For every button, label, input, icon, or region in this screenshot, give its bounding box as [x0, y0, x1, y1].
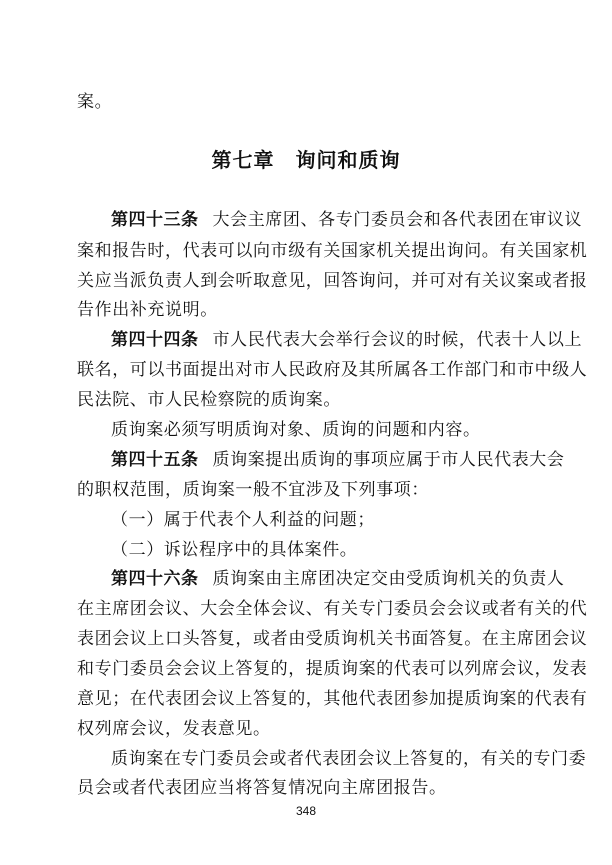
article-46-line: 和专门委员会会议上答复的，提质询案的代表可以列席会议，发表	[77, 659, 588, 679]
article-46-paragraph-2-line: 员会或者代表团应当将答复情况向主席团报告。	[77, 778, 447, 798]
article-46-first-line	[111, 568, 571, 590]
article-43-line: 告作出补充说明。	[77, 300, 218, 320]
article-44-line: 联名，可以书面提出对市人民政府及其所属各工作部门和市中级人	[77, 360, 588, 380]
article-45-line: 的职权范围，质询案一般不宜涉及下列事项：	[77, 480, 429, 500]
article-45-number: 第四十五条	[111, 450, 199, 470]
continued-text: 案。	[77, 92, 113, 112]
article-45-first-line	[111, 449, 571, 471]
article-46-line: 在主席团会议、大会全体会议、有关专门委员会会议或者有关的代	[77, 599, 588, 619]
chapter-title: 第七章 询问和质询	[211, 148, 401, 172]
article-43-text: 大会主席团、各专门委员会和各代表团在审议议	[212, 210, 583, 230]
article-46-line: 表团会议上口头答复，或者由受质询机关书面答复。在主席团会议	[77, 629, 588, 649]
article-46-line: 权列席会议，发表意见。	[77, 719, 271, 739]
article-43-number: 第四十三条	[111, 210, 199, 230]
article-43-line: 关应当派负责人到会听取意见，回答询问，并可对有关议案或者报	[77, 271, 588, 291]
article-44-first-line	[111, 329, 583, 351]
page-number: 348	[295, 804, 317, 818]
article-46-line: 意见；在代表团会议上答复的，其他代表团参加提质询案的代表有	[77, 689, 588, 709]
article-46-number: 第四十六条	[111, 569, 199, 589]
article-46-paragraph-2: 质询案在专门委员会或者代表团会议上答复的，有关的专门委	[111, 749, 587, 769]
article-44-number: 第四十四条	[111, 330, 199, 350]
article-44-text: 市人民代表大会举行会议的时候，代表十人以上	[212, 330, 583, 350]
article-44-line: 民法院、市人民检察院的质询案。	[77, 390, 341, 410]
article-45-text: 质询案提出质询的事项应属于市人民代表大会	[212, 450, 565, 470]
article-43-first-line	[111, 209, 583, 231]
article-45-item-2: （二）诉讼程序中的具体案件。	[111, 540, 358, 560]
article-44-paragraph: 质询案必须写明质询对象、质询的问题和内容。	[111, 420, 481, 440]
article-43-line: 案和报告时，代表可以向市级有关国家机关提出询问。有关国家机	[77, 241, 588, 261]
article-45-item-1: （一）属于代表个人利益的问题；	[111, 510, 375, 530]
article-46-text: 质询案由主席团决定交由受质询机关的负责人	[212, 569, 565, 589]
